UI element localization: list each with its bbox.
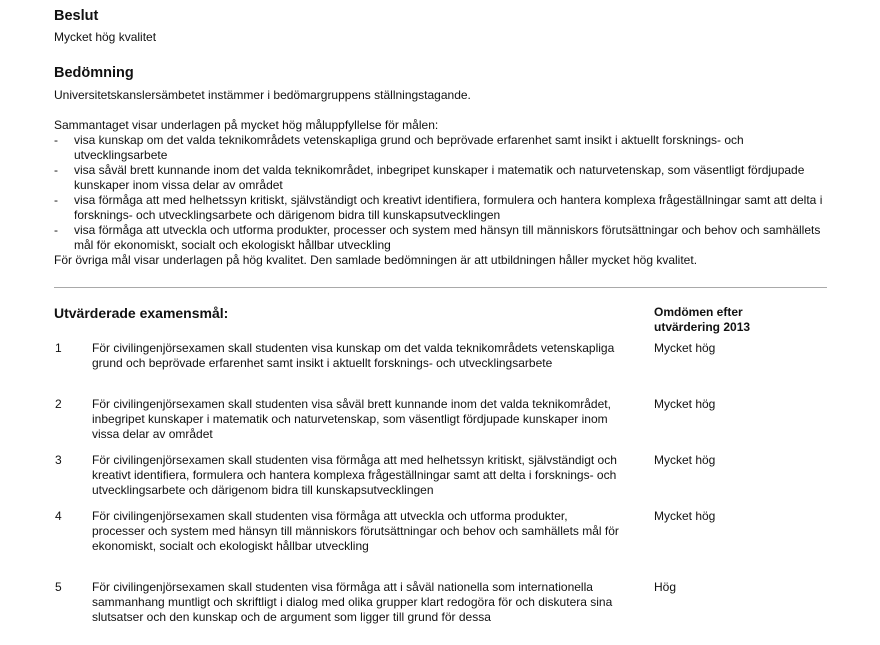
bedomning-intro: Sammantaget visar underlagen på mycket hög måluppfyllelse för målen: bbox=[54, 118, 439, 132]
bullet-item bbox=[54, 163, 834, 193]
bullet-text: visa förmåga att utveckla och utforma produkter, processer och system med hänsyn till människors förutsättningar och behov och samhällets mål för ekonomiskt, socialt och ekologiskt hållbar utveckling bbox=[74, 223, 821, 252]
goal-number: 3 bbox=[55, 453, 62, 467]
bedomning-closing: För övriga mål visar underlagen på hög kvalitet. Den samlade bedömningen är att utbildningen håller mycket hög kvalitet. bbox=[54, 253, 698, 267]
goal-number: 5 bbox=[55, 580, 62, 594]
goal-rating: Mycket hög bbox=[654, 509, 716, 523]
bullet-text: visa såväl brett kunnande inom det valda teknikområdet, inbegripet kunskaper i matematik och naturvetenskap, som väsentligt fördjupade kunskaper inom vissa delar av området bbox=[74, 163, 805, 192]
goal-text: För civilingenjörsexamen skall studenten visa förmåga att med helhetssyn kritiskt, självständigt och kreativt identifiera, formulera och hantera komplexa frågeställningar samt att delta i forsknings- och utvecklingsarbete och därigenom bidra till kunskapsutvecklingen bbox=[92, 453, 617, 497]
goal-rating: Mycket hög bbox=[654, 453, 716, 467]
bullet-text: visa förmåga att med helhetssyn kritiskt, självständigt och kreativt identifiera, formulera och hantera komplexa frågeställningar samt att delta i forsknings- och utvecklingsarbete och därigenom bidra till kunskapsutvecklingen bbox=[74, 193, 823, 222]
beslut-heading: Beslut bbox=[54, 8, 99, 24]
goals-table-heading: Utvärderade examensmål: bbox=[54, 305, 229, 321]
goal-number: 2 bbox=[55, 397, 62, 411]
bullet-item bbox=[54, 193, 834, 223]
rating-column-heading: Omdömen efter utvärdering 2013 bbox=[654, 305, 751, 334]
bullet-dash: - bbox=[54, 133, 58, 147]
bedomning-heading: Bedömning bbox=[54, 65, 134, 81]
goal-bullet-list bbox=[54, 133, 834, 253]
goal-text: För civilingenjörsexamen skall studenten visa kunskap om det valda teknikområdets vetenskapliga grund och beprövade erfarenhet samt insikt i aktuellt forsknings- och utvecklingsarbete bbox=[92, 341, 615, 370]
bedomning-statement: Universitetskanslersämbetet instämmer i bedömargruppens ställningstagande. bbox=[54, 88, 471, 102]
goal-rating: Hög bbox=[654, 580, 677, 594]
goal-rating: Mycket hög bbox=[654, 341, 716, 355]
section-divider bbox=[54, 287, 827, 288]
bullet-item bbox=[54, 223, 834, 253]
beslut-text: Mycket hög kvalitet bbox=[54, 30, 157, 44]
bullet-dash: - bbox=[54, 193, 58, 207]
goal-rating: Mycket hög bbox=[654, 397, 716, 411]
bullet-dash: - bbox=[54, 163, 58, 177]
bullet-text: visa kunskap om det valda teknikområdets vetenskapliga grund och beprövade erfarenhet samt insikt i aktuellt forsknings- och utvecklingsarbete bbox=[74, 133, 744, 162]
goal-number: 1 bbox=[55, 341, 62, 355]
bullet-dash: - bbox=[54, 223, 58, 237]
bullet-item bbox=[54, 133, 834, 163]
goal-text: För civilingenjörsexamen skall studenten visa förmåga att i såväl nationella som internationella sammanhang muntligt och skriftligt i dialog med olika grupper klart redogöra för och diskutera sina slutsatser och den kunskap och de argument som ligger till grund för dessa bbox=[92, 580, 613, 624]
goal-number: 4 bbox=[55, 509, 62, 523]
goal-text: För civilingenjörsexamen skall studenten visa såväl brett kunnande inom det valda teknikområdet, inbegripet kunskaper i matematik och naturvetenskap, som väsentligt fördjupade kunskaper inom vissa delar av området bbox=[92, 397, 611, 441]
goal-text: För civilingenjörsexamen skall studenten visa förmåga att utveckla och utforma produkter, processer och system med hänsyn till människors förutsättningar och behov och samhällets mål för ekonomiskt, socialt och ekologiskt hållbar utveckling bbox=[92, 509, 619, 553]
